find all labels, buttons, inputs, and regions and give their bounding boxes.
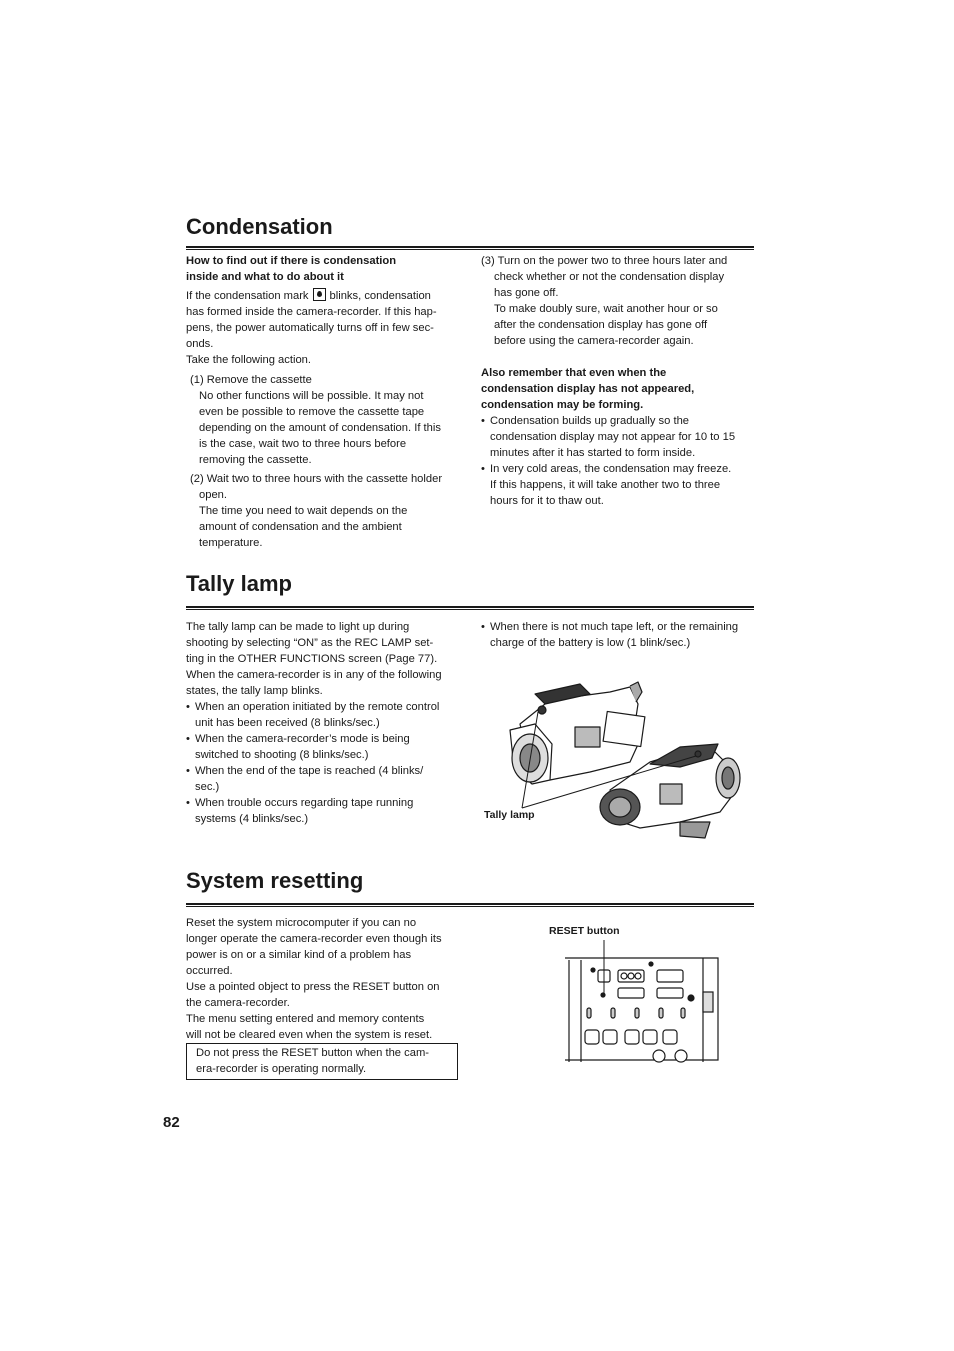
tally-left-column: [186, 619, 466, 827]
text-line: will not be cleared even when the system is reset.: [186, 1029, 433, 1041]
condensation-left-column: [186, 253, 466, 551]
bullet-item: [186, 699, 466, 731]
bullet-item: [481, 619, 761, 651]
reset-rule: [186, 903, 754, 907]
text-line: has gone off.: [494, 287, 559, 299]
text-line: • Condensation builds up gradually so the: [490, 415, 690, 427]
text-line: If this happens, it will take another two to three: [490, 479, 721, 491]
bullet-item: [186, 795, 466, 827]
text-line: open.: [199, 489, 227, 501]
text-line: • When the end of the tape is reached (4 blinks/: [195, 765, 424, 777]
bullet-item: [186, 731, 466, 763]
text-line: charge of the battery is low (1 blink/sec.): [490, 637, 691, 649]
text-line: occurred.: [186, 965, 233, 977]
step-2-title: (2) Wait two to three hours with the cassette holder: [190, 473, 443, 485]
step-3-title: (3) Turn on the power two to three hours later and: [481, 255, 728, 267]
text-line: ting in the OTHER FUNCTIONS screen (Page 77).: [186, 653, 438, 665]
text-line: • When trouble occurs regarding tape running: [195, 797, 414, 809]
text-line: No other functions will be possible. It may not: [199, 390, 424, 402]
text-line: onds.: [186, 338, 214, 350]
reset-button-caption: RESET button: [549, 925, 620, 937]
text-line: states, the tally lamp blinks.: [186, 685, 323, 697]
reset-panel-illustration: [563, 940, 723, 1065]
text-line: • When there is not much tape left, or the remaining: [490, 621, 739, 633]
text-line: depending on the amount of condensation. If this: [199, 422, 441, 434]
text-line: hours for it to thaw out.: [490, 495, 604, 507]
condensation-mark-icon: [313, 288, 326, 301]
text-line: The tally lamp can be made to light up during: [186, 621, 410, 633]
condensation-intro: [186, 288, 466, 304]
text-line: switched to shooting (8 blinks/sec.): [195, 749, 369, 761]
tally-rule: [186, 606, 754, 610]
text-line: The time you need to wait depends on the: [199, 505, 408, 517]
reset-left-column: [186, 915, 466, 1043]
step-1-title: (1) Remove the cassette: [190, 374, 312, 386]
tally-right-column: [481, 619, 761, 651]
text-line: power is on or a similar kind of a problem has: [186, 949, 412, 961]
text-line: longer operate the camera-recorder even though its: [186, 933, 442, 945]
text-line: The menu setting entered and memory contents: [186, 1013, 425, 1025]
text-line: • When the camera-recorder’s mode is being: [195, 733, 410, 745]
text-line: unit has been received (8 blinks/sec.): [195, 717, 380, 729]
text-line: Use a pointed object to press the RESET button on: [186, 981, 440, 993]
bullet-item: [481, 413, 761, 461]
text-line: Take the following action.: [186, 354, 312, 366]
text-line: check whether or not the condensation display: [494, 271, 725, 283]
condensation-rule: [186, 246, 754, 250]
tally-heading: Tally lamp: [186, 571, 292, 596]
text-line: Do not press the RESET button when the cam-: [196, 1047, 429, 1059]
reset-heading: System resetting: [186, 868, 364, 893]
condensation-intro-post: blinks, condensation: [329, 290, 431, 302]
condensation-subtitle: inside and what to do about it: [186, 271, 344, 283]
text-line: • In very cold areas, the condensation may freeze.: [490, 463, 732, 475]
text-line: minutes after it has started to form inside.: [490, 447, 696, 459]
text-line: even be possible to remove the cassette tape: [199, 406, 425, 418]
remember-heading: Also remember that even when the: [481, 367, 667, 379]
text-line: the camera-recorder.: [186, 997, 290, 1009]
text-line: sec.): [195, 781, 220, 793]
text-line: shooting by selecting “ON” as the REC LAMP set-: [186, 637, 434, 649]
text-line: pens, the power automatically turns off in few sec-: [186, 322, 434, 334]
text-line: after the condensation display has gone off: [494, 319, 708, 331]
bullet-item: [481, 461, 761, 509]
condensation-subtitle: How to find out if there is condensation: [186, 255, 397, 267]
text-line: temperature.: [199, 537, 263, 549]
text-line: • When an operation initiated by the remote control: [195, 701, 440, 713]
text-line: When the camera-recorder is in any of the following: [186, 669, 442, 681]
condensation-intro-pre: If the condensation mark: [186, 290, 309, 302]
text-line: systems (4 blinks/sec.): [195, 813, 309, 825]
condensation-right-column: [481, 253, 761, 509]
text-line: removing the cassette.: [199, 454, 312, 466]
text-line: To make doubly sure, wait another hour or so: [494, 303, 718, 315]
text-line: has formed inside the camera-recorder. If this hap-: [186, 306, 437, 318]
text-line: condensation display may not appear for 10 to 15: [490, 431, 736, 443]
tally-lamp-caption: Tally lamp: [484, 809, 535, 821]
remember-heading: condensation display has not appeared,: [481, 383, 695, 395]
text-line: era-recorder is operating normally.: [196, 1063, 367, 1075]
bullet-item: [186, 763, 466, 795]
remember-heading: condensation may be forming.: [481, 399, 644, 411]
reset-warning-note: [186, 1043, 458, 1080]
text-line: before using the camera-recorder again.: [494, 335, 694, 347]
text-line: amount of condensation and the ambient: [199, 521, 402, 533]
text-line: is the case, wait two to three hours before: [199, 438, 407, 450]
page-number: 82: [163, 1114, 180, 1131]
text-line: Reset the system microcomputer if you can no: [186, 917, 417, 929]
condensation-heading: Condensation: [186, 214, 333, 239]
